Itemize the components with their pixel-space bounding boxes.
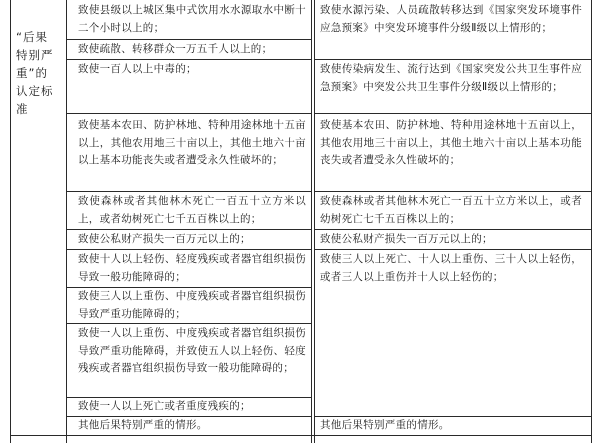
row-rule [66, 323, 311, 324]
left-cell: 致使一百人以上中毒的； [78, 63, 197, 75]
row-rule [66, 59, 311, 60]
table-border-right [591, 0, 592, 443]
left-cell: 致使一人以上重伤、中度残疾或者器官组织损伤导致严重功能障碍，并致使五人以上轻伤、轻度残疾或者器官组织损伤导致一般功能障碍的； [78, 327, 306, 374]
row-rule [66, 191, 311, 192]
row-rule [66, 249, 311, 250]
left-cell: 致使十人以上轻伤、轻度残疾或者器官组织损伤导致一般功能障碍的； [78, 253, 306, 283]
row-rule [66, 113, 311, 114]
row-rule [314, 191, 591, 192]
right-cell: 致使三人以上死亡、十人以上重伤、三十人以上轻伤，或者三人以上重伤并十人以上轻伤的； [320, 253, 582, 283]
left-cell: 致使一人以上死亡或者重度残疾的； [78, 400, 251, 412]
right-cell: 致使传染病发生、流行达到《国家突发公共卫生事件应急预案》中突发公共卫生事件分级Ⅱ级以上情形的； [320, 63, 582, 93]
table-divider-label [66, 0, 67, 443]
table-divider-columns-b [314, 0, 315, 443]
left-cell: 致使三人以上重伤、中度残疾或者器官组织损伤导致严重功能障碍的； [78, 290, 306, 320]
left-cell: 其他后果特别严重的情形。 [78, 419, 208, 431]
row-rule [314, 113, 591, 114]
left-cell: 致使公私财产损失一百万元以上的； [78, 233, 251, 245]
criteria-label: “后果特别严重”的认定标准 [16, 30, 54, 116]
row-rule [314, 59, 591, 60]
table-border-left [10, 0, 11, 443]
right-cell: 其他后果特别严重的情形。 [320, 419, 450, 431]
row-rule [314, 249, 591, 250]
left-cell: 致使县级以上城区集中式饮用水水源取水中断十二个小时以上的； [78, 4, 306, 34]
row-rule [66, 39, 311, 40]
row-rule [314, 229, 591, 230]
left-cell: 致使森林或者其他林木死亡一百五十立方米以上，或者幼树死亡七千五百株以上的； [78, 195, 306, 225]
right-cell: 致使森林或者其他林木死亡一百五十立方米以上，或者幼树死亡七千五百株以上的； [320, 195, 582, 225]
left-cell: 致使疏散、转移群众一万五千人以上的； [78, 43, 273, 55]
left-cell: 致使基本农田、防护林地、特种用途林地十五亩以上，其他农用地三十亩以上，其他土地六十亩以上基本功能丧失或者遭受永久性破坏的； [78, 119, 306, 166]
right-cell: 致使公私财产损失一百万元以上的； [320, 233, 493, 245]
table-bottom-rule [10, 435, 592, 436]
right-cell: 致使基本农田、防护林地、特种用途林地十五亩以上，其他农用地三十亩以上，其他土地六十亩以上基本功能丧失或者遭受永久性破坏的； [320, 119, 582, 166]
row-rule [66, 229, 311, 230]
table-divider-columns-a [311, 0, 312, 443]
right-cell: 致使水源污染、人员疏散转移达到《国家突发环境事件应急预案》中突发环境事件分级Ⅱ级以上情形的； [320, 4, 582, 34]
